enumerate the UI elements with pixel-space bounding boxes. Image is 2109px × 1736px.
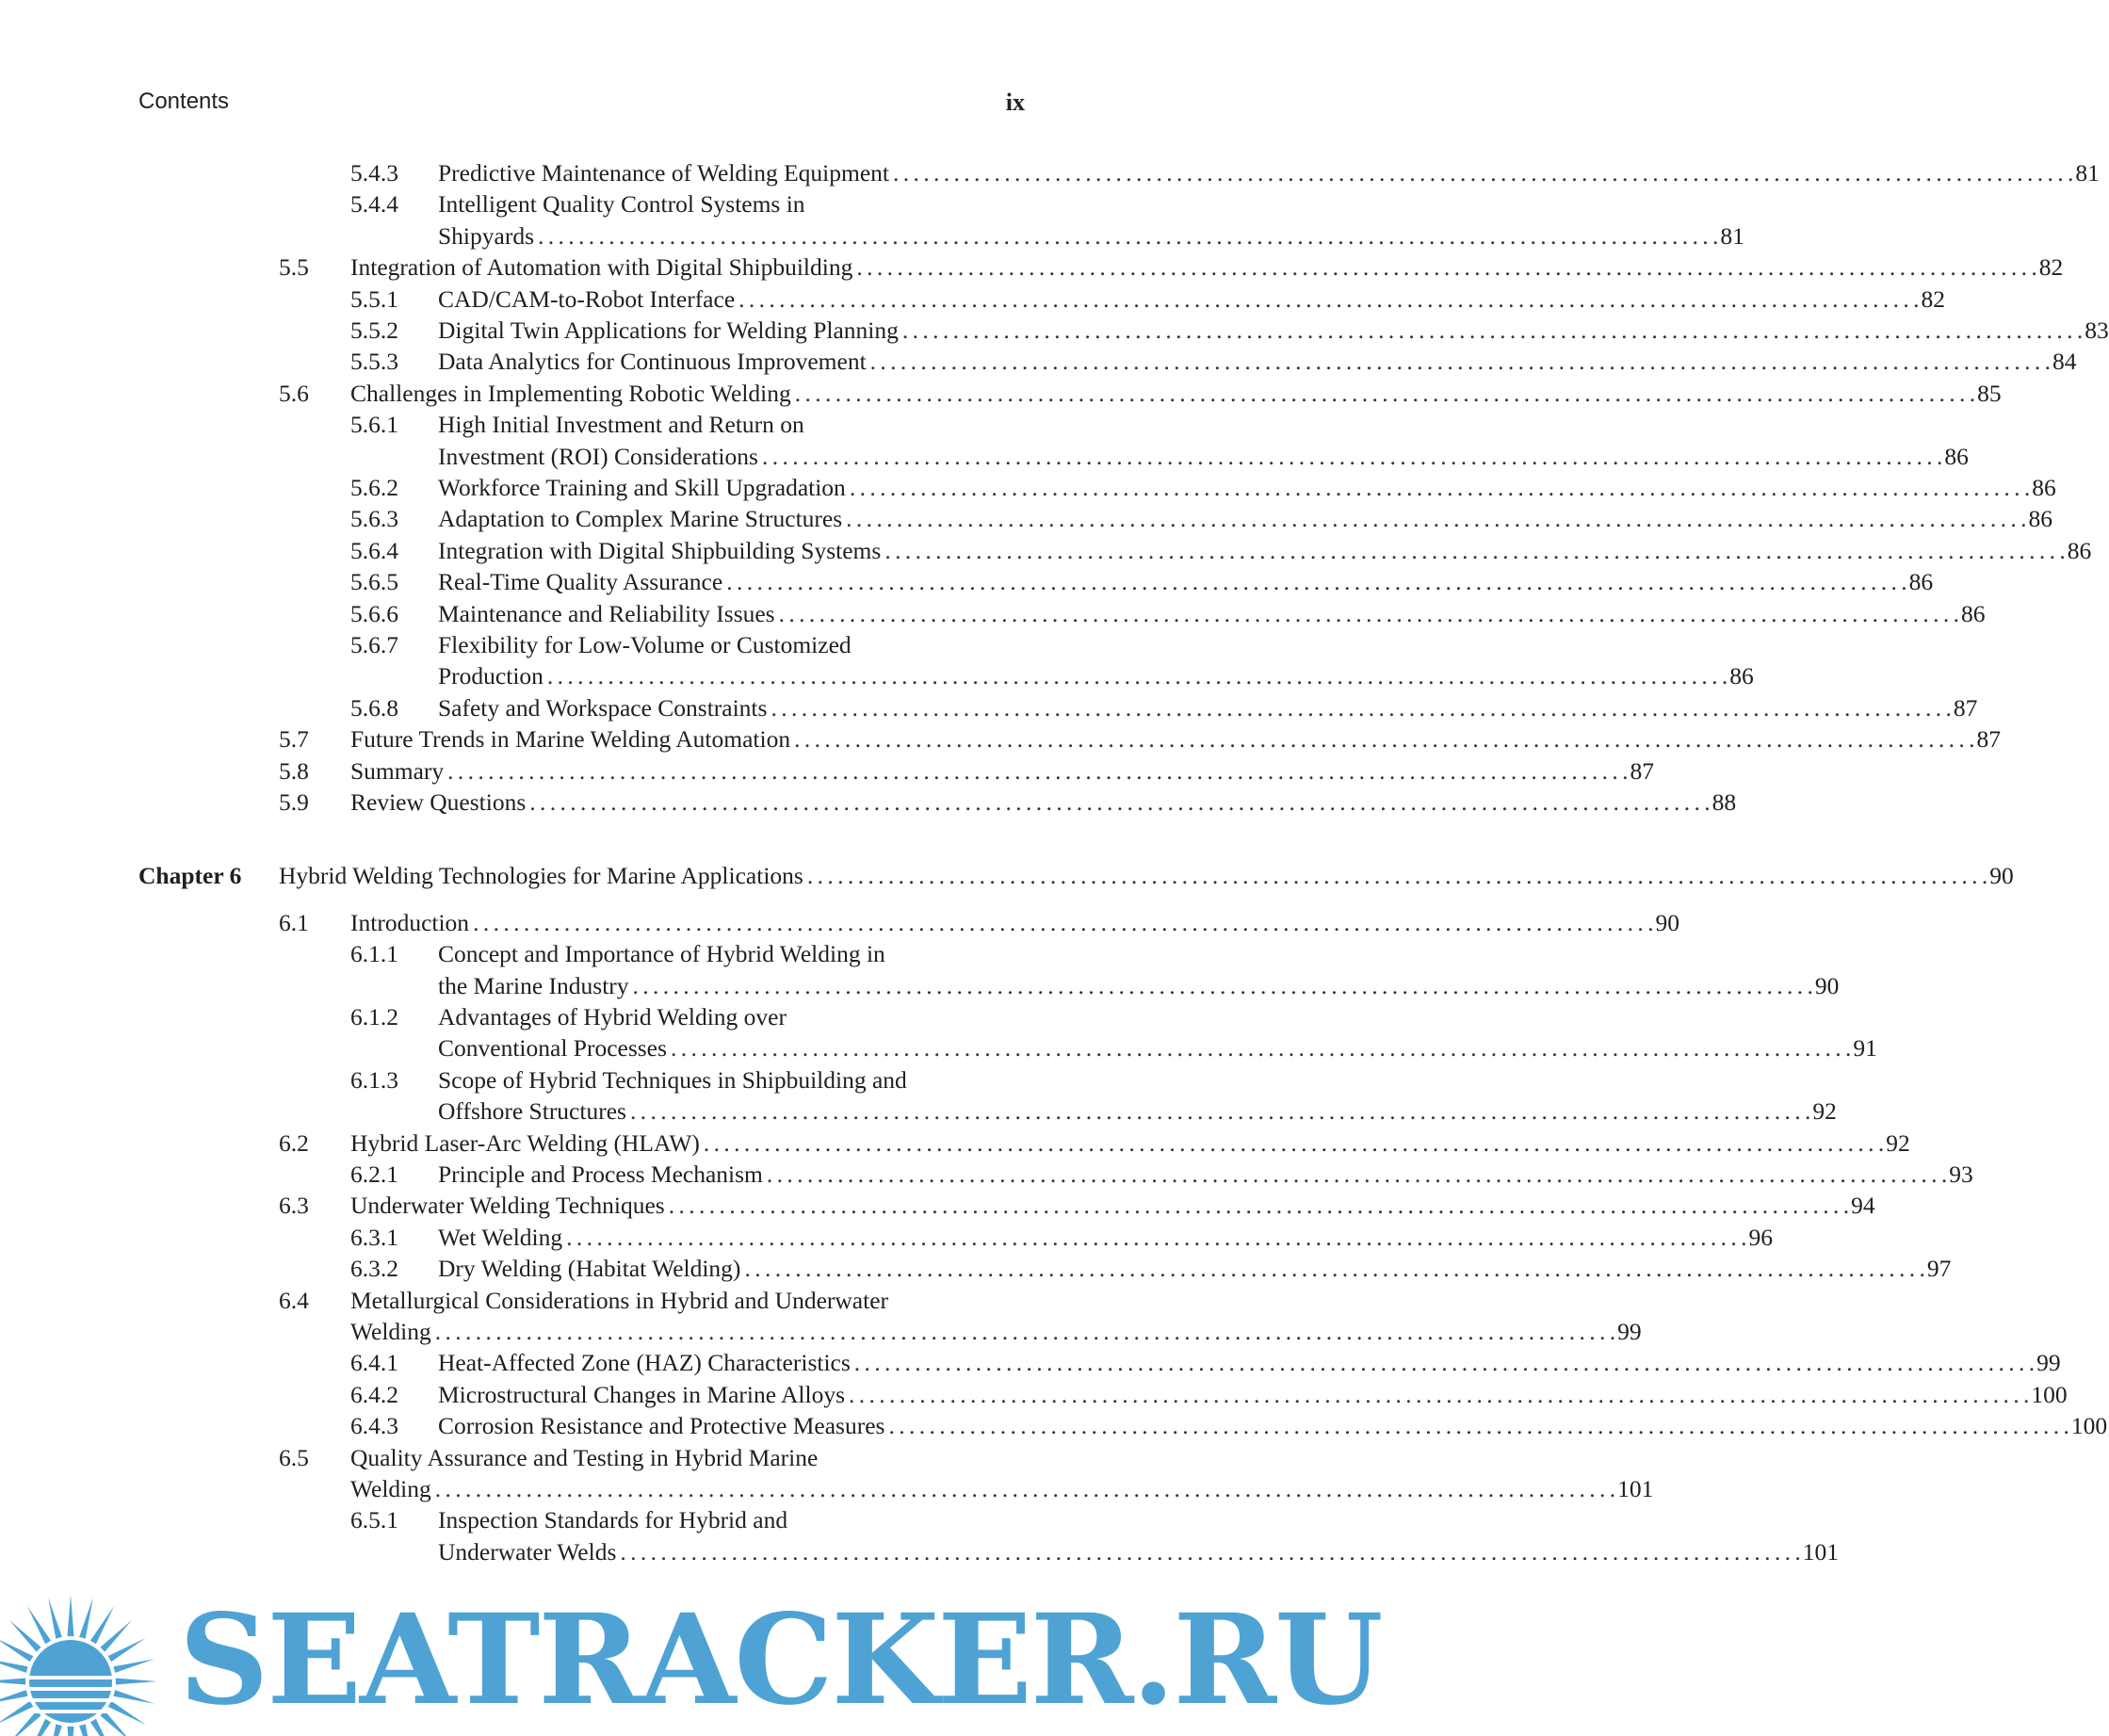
- page-ref: 86: [2067, 537, 2092, 564]
- toc-entry[interactable]: [0, 1160, 1973, 1190]
- dot-leader: [633, 971, 1812, 1001]
- page-ref: 101: [1617, 1475, 1654, 1502]
- section-title: Heat-Affected Zone (HAZ) Characteristics: [438, 1349, 851, 1376]
- page-ref: 86: [1908, 568, 1934, 595]
- toc-entry[interactable]: [0, 724, 2001, 754]
- section-number: 6.4.3: [350, 1412, 398, 1439]
- page-ref: 97: [1926, 1255, 1952, 1282]
- section-number: 5.8: [279, 757, 309, 785]
- section-title: Shipyards: [438, 222, 534, 250]
- toc-entry[interactable]: [0, 1065, 1158, 1095]
- toc-entry[interactable]: [0, 316, 2109, 346]
- dot-leader: [849, 1380, 2028, 1410]
- section-title: Investment (ROI) Considerations: [438, 443, 758, 470]
- section-number: 6.3.2: [350, 1255, 398, 1282]
- section-number: 5.5: [279, 253, 309, 281]
- toc-entry[interactable]: [0, 939, 1158, 969]
- toc-entry[interactable]: [0, 410, 1158, 440]
- dot-leader: [762, 442, 1941, 472]
- toc-entry[interactable]: [0, 1286, 1158, 1316]
- section-title: Challenges in Implementing Robotic Welding: [350, 380, 791, 407]
- section-title: Adaptation to Complex Marine Structures: [438, 505, 843, 532]
- dot-leader: [529, 787, 1709, 818]
- section-title: Intelligent Quality Control Systems in: [438, 190, 805, 218]
- section-title: Advantages of Hybrid Welding over: [438, 1003, 787, 1030]
- section-number: 5.6.7: [350, 631, 398, 658]
- section-number: 5.6.6: [350, 600, 398, 627]
- toc-entry[interactable]: [0, 473, 2056, 503]
- section-title: Conventional Processes: [438, 1034, 667, 1062]
- section-number: 6.1.1: [350, 940, 398, 967]
- section-title: Maintenance and Reliability Issues: [438, 600, 775, 627]
- section-title: Inspection Standards for Hybrid and: [438, 1506, 788, 1533]
- page-ref: 85: [1977, 380, 2002, 407]
- page-ref: 87: [1976, 725, 2001, 753]
- toc-entry[interactable]: [0, 1443, 1158, 1473]
- section-title: Review Questions: [350, 788, 527, 816]
- toc-entry[interactable]: [0, 756, 1655, 787]
- toc-entry[interactable]: [0, 252, 2064, 283]
- dot-leader: [547, 661, 1727, 691]
- toc-entry[interactable]: [0, 1348, 2061, 1378]
- dot-leader: [630, 1096, 1809, 1127]
- page-ref: 86: [1961, 600, 1986, 627]
- section-title: Integration of Automation with Digital Shipbuilding: [350, 253, 853, 281]
- dot-leader: [669, 1191, 1848, 1221]
- toc-entry[interactable]: [0, 1411, 2108, 1441]
- dot-leader: [620, 1537, 1799, 1567]
- section-number: 5.5.1: [350, 285, 398, 313]
- dot-leader: [435, 1474, 1614, 1504]
- toc-entry[interactable]: [0, 442, 1969, 472]
- toc-entry[interactable]: [0, 1223, 1773, 1253]
- page-ref: 91: [1853, 1034, 1877, 1062]
- toc-entry[interactable]: [0, 504, 2053, 534]
- section-title: Workforce Training and Skill Upgradation: [438, 474, 846, 501]
- dot-leader: [704, 1128, 1883, 1159]
- section-title: the Marine Industry: [438, 972, 629, 999]
- page-number: ix: [1005, 89, 1025, 116]
- section-title: Predictive Maintenance of Welding Equipment: [438, 159, 890, 187]
- toc-entry[interactable]: [0, 661, 1754, 691]
- dot-leader: [744, 1254, 1923, 1284]
- dot-leader: [767, 1160, 1946, 1190]
- page-ref: 83: [2085, 316, 2109, 344]
- toc-entry[interactable]: [0, 1002, 1158, 1032]
- dot-leader: [726, 567, 1906, 597]
- section-title: Wet Welding: [438, 1224, 563, 1251]
- dot-leader: [893, 158, 2072, 188]
- section-title: Welding: [350, 1475, 431, 1502]
- section-title: Data Analytics for Continuous Improvement: [438, 348, 867, 375]
- dot-leader: [794, 724, 1973, 754]
- dot-leader: [738, 284, 1918, 315]
- section-number: 6.2: [279, 1129, 309, 1157]
- section-number: 6.3.1: [350, 1224, 398, 1251]
- dot-leader: [807, 861, 1987, 891]
- section-number: 6.5.1: [350, 1506, 398, 1533]
- toc-entry[interactable]: [0, 599, 1986, 629]
- page-ref: 96: [1748, 1224, 1773, 1251]
- page-ref: 92: [1886, 1129, 1910, 1157]
- chapter-label: Chapter 6: [138, 862, 242, 889]
- page-ref: 100: [2031, 1381, 2068, 1408]
- section-number: 6.4: [279, 1287, 309, 1314]
- section-number: 5.6: [279, 380, 309, 407]
- toc-entry[interactable]: [0, 630, 1158, 660]
- dot-leader: [671, 1033, 1850, 1063]
- toc-entry[interactable]: [0, 1380, 2068, 1410]
- section-title: Quality Assurance and Testing in Hybrid Marine: [350, 1444, 819, 1471]
- section-title: Safety and Workspace Constraints: [438, 694, 768, 722]
- dot-leader: [888, 1411, 2068, 1441]
- section-number: 5.4.3: [350, 159, 398, 187]
- page-ref: 86: [2028, 505, 2053, 532]
- page-ref: 87: [1630, 757, 1655, 785]
- section-number: 5.6.8: [350, 694, 398, 722]
- page-ref: 100: [2070, 1412, 2108, 1439]
- section-title: Dry Welding (Habitat Welding): [438, 1255, 741, 1282]
- page-ref: 90: [1655, 909, 1679, 936]
- page-ref: 84: [2052, 348, 2077, 375]
- section-title: Microstructural Changes in Marine Alloys: [438, 1381, 846, 1408]
- section-number: 6.4.1: [350, 1349, 398, 1376]
- page-ref: 82: [1921, 285, 1946, 313]
- section-number: 6.2.1: [350, 1160, 398, 1188]
- section-number: 6.5: [279, 1444, 309, 1471]
- page-ref: 99: [2036, 1349, 2061, 1376]
- section-title: Corrosion Resistance and Protective Measures: [438, 1412, 885, 1439]
- section-number: 5.6.4: [350, 537, 398, 564]
- dot-leader: [779, 599, 1958, 629]
- page-ref: 90: [1989, 862, 2014, 889]
- page-ref: 93: [1949, 1160, 1973, 1188]
- page-ref: 86: [1944, 443, 1969, 470]
- dot-leader: [902, 316, 2082, 346]
- dot-leader: [771, 693, 1950, 723]
- section-title: Future Trends in Marine Welding Automation: [350, 725, 791, 753]
- section-title: Digital Twin Applications for Welding Planning: [438, 316, 899, 344]
- toc-entry[interactable]: [0, 1474, 1654, 1504]
- section-title: Integration with Digital Shipbuilding Systems: [438, 537, 882, 564]
- toc-entry[interactable]: [0, 693, 1978, 723]
- dot-leader: [538, 221, 1717, 251]
- section-number: 5.9: [279, 788, 309, 816]
- section-title: Metallurgical Considerations in Hybrid and Underwater: [350, 1287, 889, 1314]
- dot-leader: [856, 252, 2036, 283]
- toc-entry[interactable]: [0, 1096, 1837, 1127]
- toc-entry[interactable]: [0, 908, 1679, 938]
- page-ref: 81: [2075, 159, 2100, 187]
- section-title: Production: [438, 662, 543, 690]
- toc-entry[interactable]: [0, 284, 1946, 315]
- toc-entry[interactable]: [0, 1254, 1952, 1284]
- page-ref: 92: [1812, 1097, 1837, 1125]
- page-ref: 99: [1617, 1318, 1642, 1345]
- toc-entry[interactable]: [0, 158, 2100, 188]
- section-number: 6.4.2: [350, 1381, 398, 1408]
- toc-entry[interactable]: [0, 1033, 1877, 1063]
- toc-entry[interactable]: [0, 1128, 1910, 1159]
- section-number: 5.5.2: [350, 316, 398, 344]
- toc-entry[interactable]: [0, 221, 1744, 251]
- section-title: Summary: [350, 757, 445, 785]
- section-number: 6.1.3: [350, 1066, 398, 1094]
- toc-entry[interactable]: [0, 567, 1934, 597]
- section-title: Scope of Hybrid Techniques in Shipbuilding and: [438, 1066, 907, 1094]
- section-number: 6.1: [279, 909, 309, 936]
- section-number: 5.7: [279, 725, 309, 753]
- section-title: Hybrid Laser-Arc Welding (HLAW): [350, 1129, 700, 1157]
- toc-entry[interactable]: [0, 1505, 1158, 1535]
- dot-leader: [850, 473, 2029, 503]
- section-title: Real-Time Quality Assurance: [438, 568, 723, 595]
- dot-leader: [795, 379, 1974, 409]
- page-ref: 90: [1814, 972, 1840, 999]
- section-number: 6.3: [279, 1192, 309, 1219]
- watermark-text: SEATRACKER.RU: [179, 1587, 1382, 1733]
- section-title: Offshore Structures: [438, 1097, 626, 1125]
- section-title: Underwater Welds: [438, 1538, 617, 1566]
- toc-entry[interactable]: [0, 787, 1737, 818]
- section-number: 5.4.4: [350, 190, 398, 218]
- dot-leader: [884, 536, 2064, 566]
- dot-leader: [435, 1317, 1614, 1347]
- section-title: Flexibility for Low-Volume or Customized: [438, 631, 852, 658]
- section-title: Welding: [350, 1318, 431, 1345]
- page-ref: 87: [1953, 694, 1978, 722]
- toc-entry[interactable]: [0, 189, 1158, 219]
- section-number: 5.6.2: [350, 474, 398, 501]
- page-ref: 101: [1802, 1538, 1839, 1566]
- section-title: CAD/CAM-to-Robot Interface: [438, 285, 736, 313]
- section-number: 5.6.5: [350, 568, 398, 595]
- dot-leader: [854, 1348, 2034, 1378]
- toc-entry[interactable]: [0, 971, 1840, 1001]
- toc-entry[interactable]: [0, 536, 2092, 566]
- page-ref: 81: [1720, 222, 1744, 250]
- dot-leader: [447, 756, 1627, 787]
- toc-entry[interactable]: [0, 861, 2014, 891]
- section-title: Principle and Process Mechanism: [438, 1160, 763, 1188]
- section-title: Concept and Importance of Hybrid Welding in: [438, 940, 885, 967]
- dot-leader: [870, 347, 2050, 377]
- toc-entry[interactable]: [0, 1191, 1875, 1221]
- section-title: High Initial Investment and Return on: [438, 411, 804, 438]
- toc-entry[interactable]: [0, 1537, 1839, 1567]
- toc-entry[interactable]: [0, 379, 2002, 409]
- section-title: Introduction: [350, 909, 470, 936]
- page-ref: 86: [2032, 474, 2056, 501]
- running-head: [138, 89, 1025, 122]
- section-number: 5.6.3: [350, 505, 398, 532]
- section-number: 5.6.1: [350, 411, 398, 438]
- dot-leader: [846, 504, 2025, 534]
- page-ref: 88: [1712, 788, 1737, 816]
- section-title: Underwater Welding Techniques: [350, 1192, 665, 1219]
- section-number: 6.1.2: [350, 1003, 398, 1030]
- page-ref: 86: [1729, 662, 1754, 690]
- running-head-title: Contents: [138, 89, 230, 114]
- section-number: 5.5.3: [350, 348, 398, 375]
- page-ref: 94: [1851, 1192, 1875, 1219]
- toc-entry[interactable]: [0, 347, 2077, 377]
- toc-entry[interactable]: [0, 1317, 1642, 1347]
- section-title: Hybrid Welding Technologies for Marine Applications: [279, 862, 803, 889]
- dot-leader: [473, 908, 1652, 938]
- page-ref: 82: [2038, 253, 2064, 281]
- dot-leader: [566, 1223, 1745, 1253]
